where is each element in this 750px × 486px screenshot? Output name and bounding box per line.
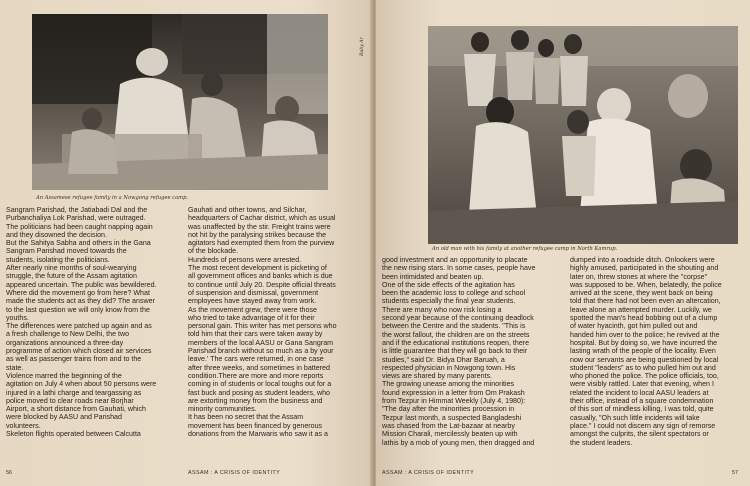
text-line: hospital. But by doing so, we have incurred the — [570, 338, 718, 347]
text-line: as well as passenger trains from and to the — [6, 355, 142, 364]
text-line: was unaffected by the stir. Freight trains were — [188, 222, 331, 231]
text-line: leave alone an attempted murder. Luckily, we — [570, 305, 712, 314]
left-footer: ASSAM : A CRISIS OF IDENTITY — [188, 470, 281, 476]
right-column-1 — [382, 256, 560, 447]
text-line: studies," said Dr. Bidya Dhar Baruah, a — [382, 355, 505, 364]
text-line: condition.There are more and more reports — [188, 371, 324, 380]
text-line: good investment and an opportunity to placate — [382, 256, 528, 264]
text-line: to continue until July 20. Despite official threats — [188, 280, 336, 289]
text-line: coming in of students or local toughs out for a — [188, 380, 332, 389]
text-line: to the last question we will only know from the — [6, 305, 150, 314]
text-line: spotted the man's head bobbing out of a clump — [570, 314, 718, 323]
text-line: later on, threw stones at where the "corpse" — [570, 272, 708, 281]
text-line: handed him over to the police; he revived at the — [570, 330, 720, 339]
text-line: casually, "Oh such little incidents will take — [570, 413, 700, 422]
text-line: members of the local AASU or Gana Sangram — [188, 338, 334, 347]
text-line: The most recent development is picketing of — [188, 264, 327, 273]
text-line: The growing unease among the minorities — [382, 380, 515, 389]
text-line: is little guarantee that they will go back to their — [382, 347, 528, 356]
text-line: "The day after the minorities procession in — [382, 405, 515, 414]
text-line: told that there had not been even an altercation, — [570, 297, 721, 306]
text-line: struggle, the future of the Assam agitation — [6, 272, 137, 281]
text-line: their office, instead of a square condemnation — [570, 397, 714, 406]
text-line: movement has been financed by generous — [188, 421, 323, 430]
text-line: found expression in a letter from Om Prakash — [382, 388, 525, 397]
text-line: of water hyacinth, got him pulled out and — [570, 322, 698, 331]
text-line: Sangram Parishad, the Jatiabadi Dal and the — [6, 206, 148, 214]
text-line: employees have stayed away from work. — [188, 297, 317, 306]
text-line: respected physician in Nowgong town. His — [382, 363, 516, 372]
page-number-right: 57 — [732, 470, 738, 476]
text-line: related the incident to local AASU leaders at — [570, 388, 709, 397]
text-line: police moved to clear roads near Borjhar — [6, 396, 134, 405]
text-line: But the Sahitya Sabha and others in the Gana — [6, 239, 151, 248]
text-line: all government offices and banks which is due — [188, 272, 333, 281]
text-line: were blocked by AASU and Parishad — [6, 413, 122, 422]
right-column-2 — [570, 256, 742, 447]
text-line: Airport, a short distance from Gauhati, which — [6, 405, 146, 414]
refugee-camp-photo-icon — [428, 26, 738, 244]
right-photo-caption: An old man with his family at another refugee camp in North Kamrup. — [432, 246, 618, 252]
text-line: the student leaders. — [570, 438, 633, 447]
text-line: leave.' The cars were returned, in one case — [188, 355, 324, 364]
text-line: place." I could not discern any sign of remorse — [570, 421, 716, 430]
text-line: donations from the Marwaris who saw it as a — [188, 430, 328, 439]
text-line: headquarters of Cachar district, which as usual — [188, 214, 336, 223]
left-photo — [32, 14, 328, 190]
left-photo-caption: An Assamese refugee family in a Nowgong refugee camp. — [36, 195, 189, 201]
right-page — [376, 0, 750, 486]
text-line: told him that their cars were taken away by — [188, 330, 323, 339]
text-line: dumped into a roadside ditch. Onlookers were — [570, 256, 715, 264]
text-line: and they disowned the decision. — [6, 230, 107, 239]
text-line: now our servants are being questioned by local — [570, 355, 719, 364]
text-line: of this sort of mindless killing, I was told, quite — [570, 405, 714, 414]
left-page — [0, 0, 372, 486]
text-line: injured in a lathi charge and teargassing as — [6, 388, 142, 397]
text-line: the worst fallout, the children are on the streets — [382, 330, 530, 339]
text-line: As the movement grew, there were those — [188, 305, 317, 314]
text-line: agitators had exempted them from the purview — [188, 239, 335, 248]
text-line: Tezpur last month, a suspected Bangladeshi — [382, 413, 522, 422]
text-line: been intimidated and beaten up. — [382, 272, 484, 281]
text-line: the new rising stars. In some cases, people have — [382, 264, 536, 273]
text-line: was supposed to be. When, belatedly, the police — [570, 280, 722, 289]
text-line: between the Centre and the students. "This is — [382, 322, 526, 331]
text-line: fast buck and posing as student leaders, who — [188, 388, 330, 397]
right-photo — [428, 26, 738, 244]
text-line: One of the side effects of the agitation has — [382, 280, 515, 289]
text-line: Violence marred the beginning of the — [6, 371, 122, 380]
text-line: been the academic loss to college and school — [382, 289, 526, 298]
text-line: youths. — [6, 313, 29, 322]
text-line: second year because of the continuing deadlock — [382, 314, 534, 323]
text-line: The differences were patched up again and as — [6, 322, 152, 331]
text-line: students especially the final year students. — [382, 297, 516, 306]
text-line: who phoned the police. The police officials, too, — [570, 372, 719, 381]
text-line: personal gain. This writer has met persons who — [188, 322, 337, 331]
text-line: Skeleton flights operated between Calcutta — [6, 430, 141, 439]
text-line: arrived at the scene, they went back on being — [570, 289, 713, 298]
text-line: appeared uncertain. The public was bewildered. — [6, 280, 157, 289]
text-line: Purbanchaliya Lok Parishad, were outraged. — [6, 214, 146, 223]
text-line: lasting wrath of the people of the locality. Even — [570, 347, 716, 356]
text-line: of suspension and dismissal, government — [188, 288, 319, 297]
text-line: students, isolating the politicians. — [6, 255, 110, 264]
text-line: from Tezpur in Himmat Weekly (July 4, 1980): — [382, 397, 526, 406]
left-column-2 — [188, 206, 360, 438]
text-line: who tried to take advantage of it for their — [188, 313, 315, 322]
text-line: highly amused, participated in the shouting and — [570, 264, 719, 273]
text-line: and if the educational institutions reopen, there — [382, 338, 530, 347]
text-line: student "leaders" as to who pulled him out and — [570, 363, 716, 372]
text-line: lathis by a mob of young men, then dragged and — [382, 438, 535, 447]
text-line: was chased from the Lat-bazaar at nearby — [382, 421, 515, 430]
text-line: views are shared by many parents. — [382, 372, 493, 381]
text-line: after three weeks, and sometimes in battered — [188, 363, 330, 372]
text-line: Where did the movement go from here? What — [6, 288, 150, 297]
text-line: are extorting money from the business and — [188, 396, 323, 405]
text-line: organizations announced a three-day — [6, 338, 124, 347]
text-line: state. — [6, 363, 24, 372]
text-line: Hundreds of persons were arrested. — [188, 255, 302, 264]
text-line: of the blockade. — [188, 247, 239, 256]
text-line: It has been no secret that the Assam — [188, 413, 304, 422]
text-line: not hit by the paralysing strikes because the — [188, 230, 327, 239]
text-line: a fresh challenge to New Delhi, the two — [6, 330, 130, 339]
text-line: After nearly nine months of soul-wearying — [6, 264, 137, 273]
text-line: Parishad branch without so much as a by your — [188, 347, 334, 356]
text-line: programme of action which closed air services — [6, 347, 152, 356]
text-line: There are many who now risk losing a — [382, 305, 502, 314]
text-line: Mission Charali, mercilessly beaten up with — [382, 430, 518, 439]
text-line: Sangram Parishad moved towards the — [6, 247, 127, 256]
refugee-family-photo-icon — [32, 14, 328, 190]
text-line: The politicians had been caught napping again — [6, 222, 153, 231]
text-line: volunteers. — [6, 421, 41, 430]
text-line: Gauhati and other towns, and Silchar, — [188, 206, 307, 214]
text-line: amongst the culprits, the silent spectators or — [570, 430, 709, 439]
text-line: were visibly rattled. Later that evening, when I — [570, 380, 714, 389]
photo-credit: Raby Ar — [360, 37, 365, 56]
text-line: made the students act as they did? The answer — [6, 297, 155, 306]
text-line: minority communities. — [188, 405, 257, 414]
page-number-left: 56 — [6, 470, 12, 476]
text-line: agitation on July 4 when about 50 persons were — [6, 380, 157, 389]
right-footer: ASSAM : A CRISIS OF IDENTITY — [382, 470, 475, 476]
left-column-1 — [6, 206, 180, 438]
